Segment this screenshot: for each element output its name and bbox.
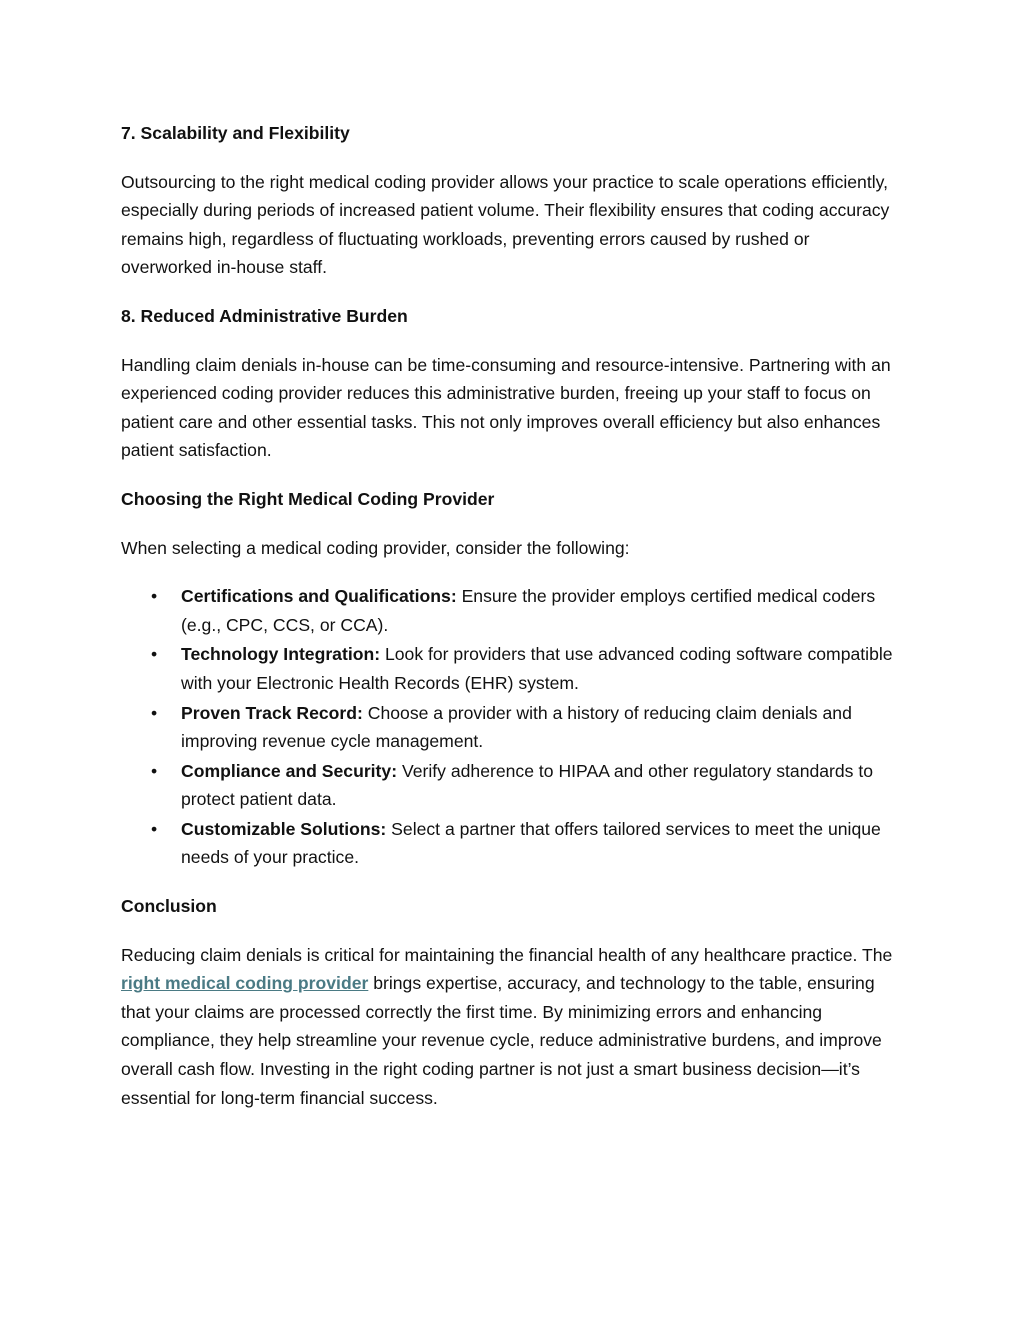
conclusion-text-before-link: Reducing claim denials is critical for maintaining the financial health of any healthcare practice. The	[121, 944, 893, 965]
section-body-conclusion	[121, 941, 903, 1113]
list-item-term: Technology Integration:	[181, 644, 381, 665]
bullet-icon: •	[151, 818, 158, 839]
list-item-text: Ensure the provider employs certified medical coders (e.g., CPC, CCS, or CCA).	[181, 586, 876, 635]
list-item-text: Look for providers that use advanced coding software compatible with your Electronic Health Records (EHR) system.	[181, 644, 893, 693]
list-item	[121, 699, 903, 756]
list-item-term: Compliance and Security:	[181, 760, 398, 781]
bullet-icon: •	[151, 702, 158, 723]
bullet-icon: •	[151, 760, 158, 781]
conclusion-text-after-link: brings expertise, accuracy, and technology to the table, ensuring that your claims are processed correctly the first time. By minimizing errors and enhancing compliance, they help streamline your revenue cycle, reduce administrative burdens, and improve overall cash flow. Investing in the right coding partner is not just a smart business decision—it’s essential for long-term financial success.	[121, 973, 882, 1108]
list-item-term: Proven Track Record:	[181, 702, 363, 723]
bullet-icon: •	[151, 586, 158, 607]
provider-link[interactable]: right medical coding provider	[121, 973, 369, 994]
section-body-administrative-burden: Handling claim denials in-house can be time-consuming and resource-intensive. Partnering with an experienced coding provider reduces this administrative burden, freeing up your staff to focus on patient care and other essential tasks. This not only improves overall efficiency but also enhances patient satisfaction.	[121, 354, 891, 461]
list-item	[121, 757, 903, 814]
bullet-icon: •	[151, 644, 158, 665]
list-item-text: Select a partner that offers tailored services to meet the unique needs of your practice.	[181, 818, 881, 868]
section-intro-choosing-provider: When selecting a medical coding provider, consider the following:	[121, 537, 630, 558]
list-item	[121, 815, 903, 872]
list-item	[121, 582, 903, 639]
list-item-text: Choose a provider with a history of reducing claim denials and improving revenue cycle management.	[181, 702, 852, 752]
section-body-scalability: Outsourcing to the right medical coding provider allows your practice to scale operations efficiently, especially during periods of increased patient volume. Their flexibility ensures that coding accuracy remains high, regardless of fluctuating workloads, preventing errors caused by rushed or overworked in-house staff.	[121, 171, 890, 278]
section-heading-choosing-provider: Choosing the Right Medical Coding Provider	[121, 488, 495, 509]
list-item-term: Customizable Solutions:	[181, 818, 387, 839]
section-heading-administrative-burden: 8. Reduced Administrative Burden	[121, 305, 408, 326]
document-page	[121, 119, 903, 1132]
section-heading-scalability: 7. Scalability and Flexibility	[121, 123, 350, 143]
provider-criteria-list	[121, 582, 903, 872]
list-item-term: Certifications and Qualifications:	[181, 586, 457, 607]
list-item-text: Verify adherence to HIPAA and other regulatory standards to protect patient data.	[181, 760, 874, 810]
list-item	[121, 640, 903, 697]
section-heading-conclusion: Conclusion	[121, 896, 217, 917]
